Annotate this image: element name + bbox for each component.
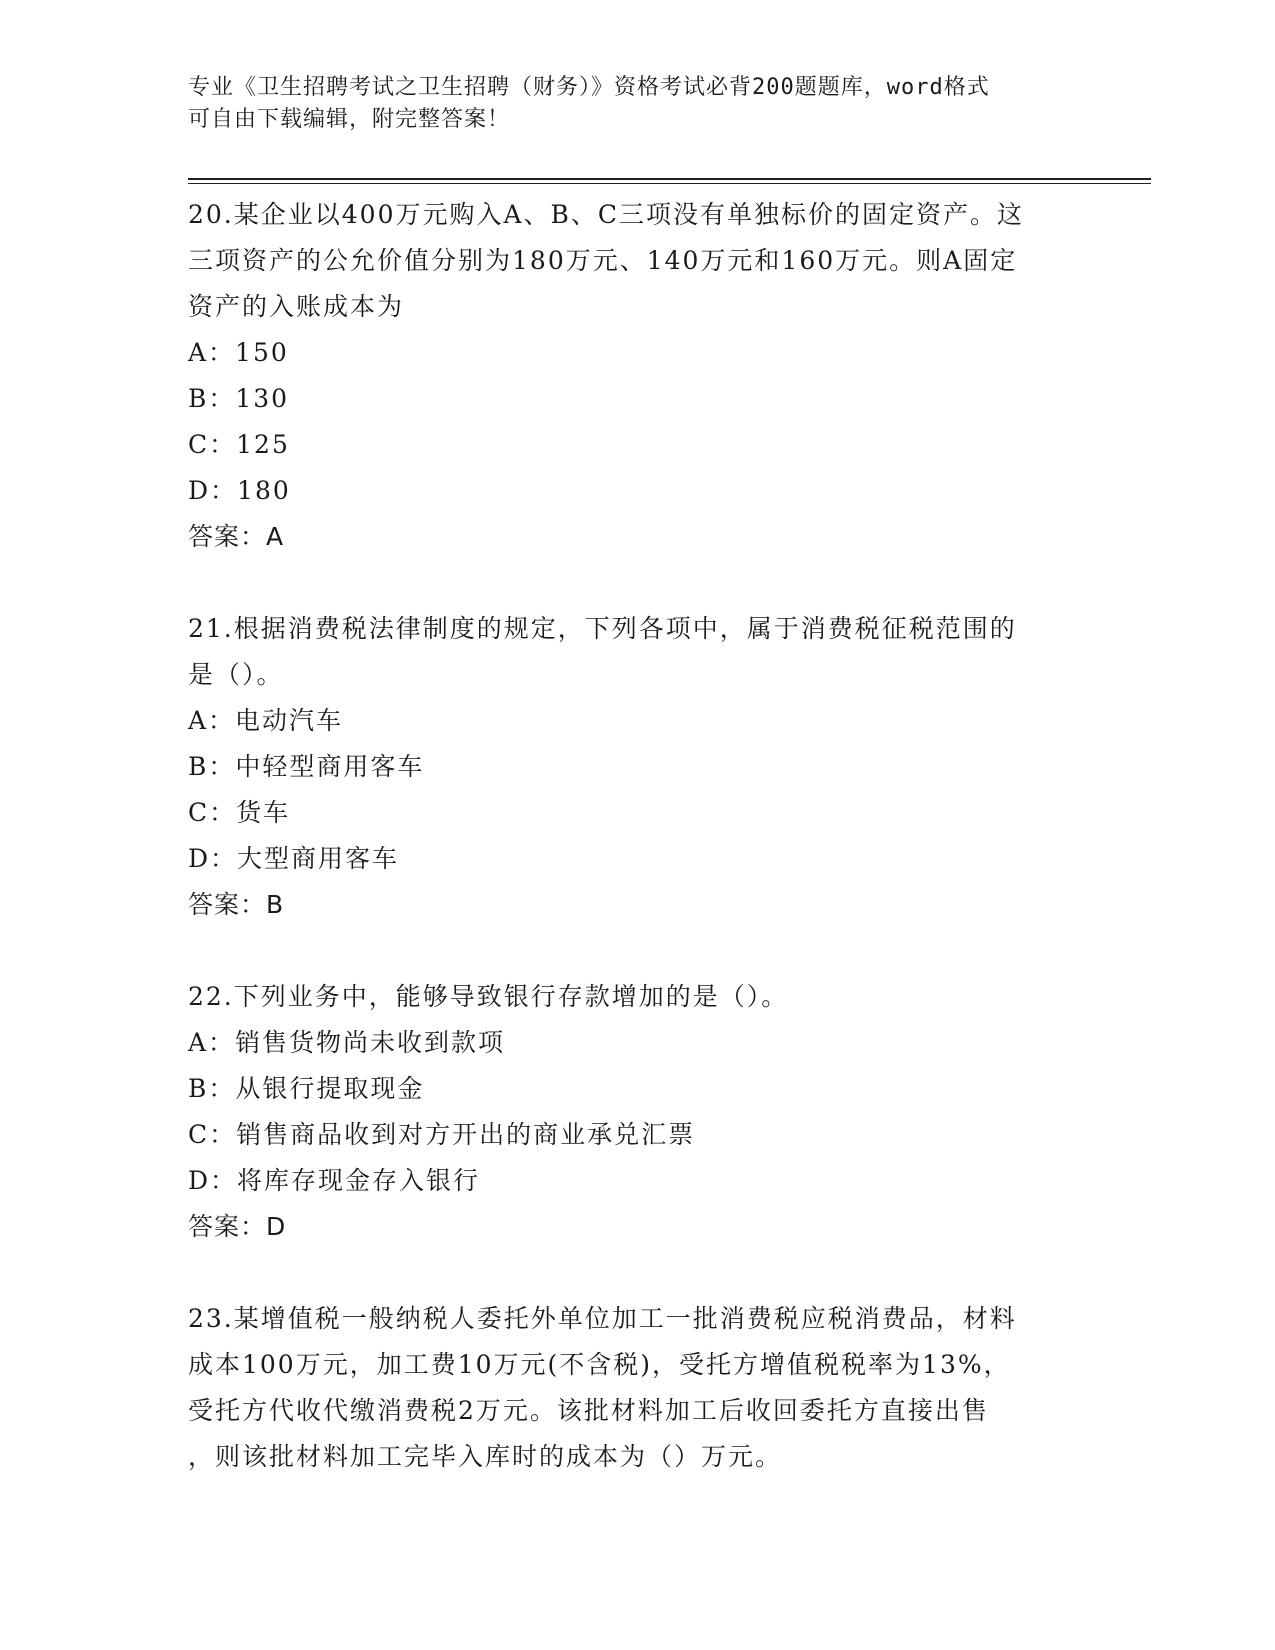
option-a: A：150 (188, 338, 289, 367)
option-a: A：销售货物尚未收到款项 (188, 1028, 506, 1057)
question-spacer (188, 1250, 1088, 1296)
header-divider-thick (188, 178, 1151, 180)
question-spacer (188, 560, 1088, 606)
option-b: B：中轻型商用客车 (188, 752, 425, 781)
header-title-line-1: 专业《卫生招聘考试之卫生招聘（财务）》资格考试必背200题题库，word格式 (188, 75, 990, 100)
question-stem-line: ，则该批材料加工完毕入库时的成本为（）万元。 (188, 1442, 783, 1471)
question-spacer (188, 928, 1088, 974)
answer: 答案：B (188, 890, 285, 919)
header-title-line-2: 可自由下载编辑，附完整答案！ (188, 107, 511, 132)
question-20 (188, 192, 1088, 606)
option-c: C：销售商品收到对方开出的商业承兑汇票 (188, 1120, 696, 1149)
question-stem-line: 23.某增值税一般纳税人委托外单位加工一批消费税应税消费品，材料 (188, 1304, 1017, 1333)
option-d: D：大型商用客车 (188, 844, 400, 873)
question-stem-line: 受托方代收代缴消费税2万元。该批材料加工后收回委托方直接出售 (188, 1396, 989, 1425)
answer: 答案：A (188, 522, 285, 551)
option-b: B：从银行提取现金 (188, 1074, 425, 1103)
question-22 (188, 974, 1088, 1296)
question-stem-line: 三项资产的公允价值分别为180万元、140万元和160万元。则A固定 (188, 246, 1018, 275)
question-stem-line: 21.根据消费税法律制度的规定，下列各项中，属于消费税征税范围的 (188, 614, 1017, 643)
question-stem-line: 是（）。 (188, 660, 284, 689)
option-c: C：货车 (188, 798, 291, 827)
question-23 (188, 1296, 1088, 1480)
question-stem-line: 20.某企业以400万元购入A、B、C三项没有单独标价的固定资产。这 (188, 200, 1025, 229)
answer: 答案：D (188, 1212, 287, 1241)
question-stem-line: 资产的入账成本为 (188, 292, 405, 321)
option-b: B：130 (188, 384, 290, 413)
question-stem-line: 成本100万元，加工费10万元(不含税)，受托方增值税税率为13%， (188, 1350, 1011, 1379)
question-21 (188, 606, 1088, 974)
option-a: A：电动汽车 (188, 706, 344, 735)
option-c: C：125 (188, 430, 290, 459)
document-header (188, 72, 1068, 136)
question-stem-line: 22.下列业务中，能够导致银行存款增加的是（）。 (188, 982, 789, 1011)
option-d: D：将库存现金存入银行 (188, 1166, 481, 1195)
question-list (188, 192, 1088, 1480)
header-divider-thin (188, 183, 1151, 184)
option-d: D：180 (188, 476, 291, 505)
